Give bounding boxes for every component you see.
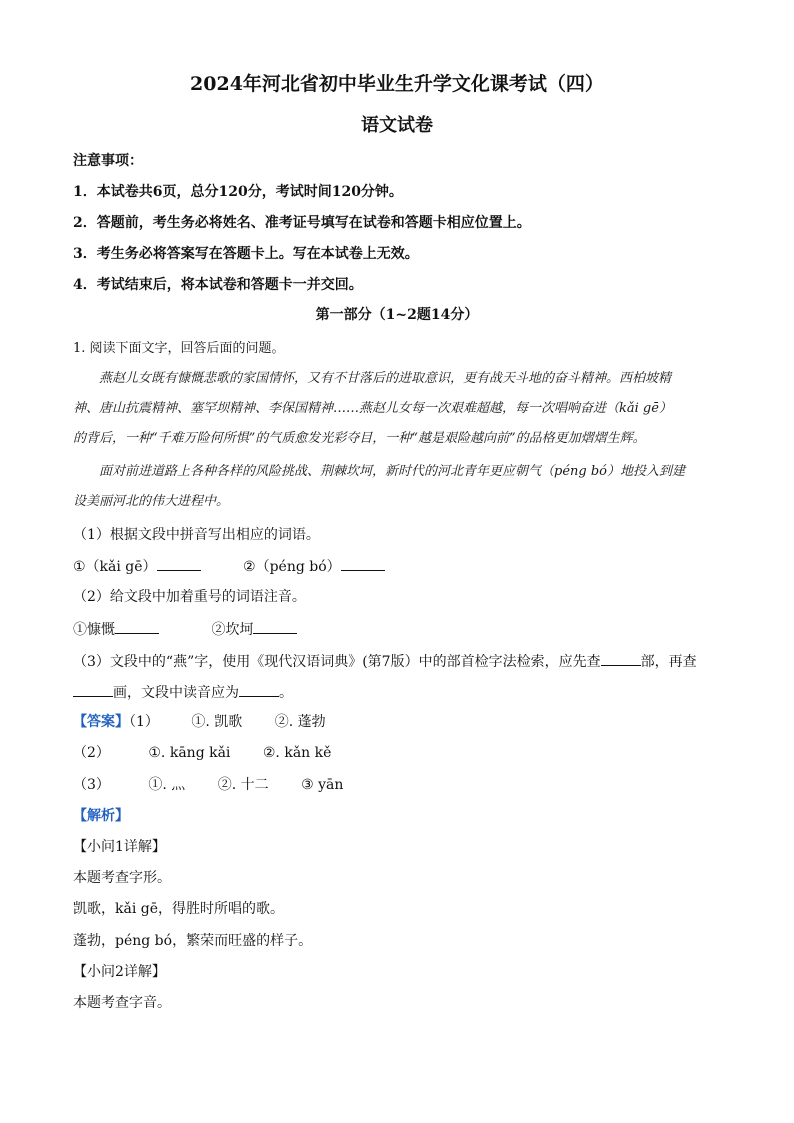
answer-row-2 (73, 744, 331, 762)
analysis-line: 凯歌，kǎi gē，得胜时所唱的歌。 (73, 901, 285, 917)
sub-question-3 (73, 651, 697, 671)
analysis-label: 【解析】 (73, 808, 129, 824)
note-item: 3．考生务必将答案写在答题卡上。写在本试卷上无效。 (73, 246, 419, 262)
analysis-line: 本题考查字形。 (73, 870, 171, 886)
answer-num: ③ (301, 777, 314, 793)
answer-blank[interactable] (239, 682, 279, 697)
answer-num: ①. (148, 745, 166, 761)
answer-text: kǎn kě (284, 745, 332, 761)
answer-text: yān (318, 777, 344, 793)
answer-label: 【答案】 (73, 714, 129, 730)
blank-label: ①（kǎi gē） (73, 559, 157, 575)
exam-subtitle: 语文试卷 (361, 115, 433, 136)
blank-label: ②坎坷 (211, 622, 254, 638)
passage-line: 燕赵儿女既有慷慨悲歌的家国情怀，又有不甘落后的进取意识，更有战天斗地的奋斗精神。西柏坡精 (99, 371, 672, 386)
answer-row-3 (73, 776, 343, 794)
answer-blank[interactable] (601, 651, 641, 666)
sub-analysis-heading: 【小问2详解】 (73, 964, 166, 980)
answer-num: ②. (217, 777, 237, 793)
answer-text: 灬 (171, 777, 186, 793)
passage-line: 面对前进道路上各种各样的风险挑战、荆棘坎坷，新时代的河北青年更应朝气（péng bó）地投入到建 (99, 464, 685, 479)
sub-question-2: （2）给文段中加着重号的词语注音。 (73, 589, 306, 605)
answer-text: 蓬勃 (297, 714, 326, 730)
passage-line: 设美丽河北的伟大进程中。 (73, 494, 230, 509)
note-item: 4．考试结束后，将本试卷和答题卡一并交回。 (73, 277, 363, 293)
answer-blank[interactable] (115, 619, 159, 634)
sub-question-3-text: 。 (279, 685, 293, 701)
sub-question-1-blanks (73, 556, 385, 576)
sub-question-1: （1）根据文段中拼音写出相应的词语。 (73, 527, 320, 543)
answer-prefix: （2） (73, 745, 110, 761)
answer-text: 十二 (240, 777, 269, 793)
answer-blank[interactable] (253, 619, 297, 634)
answer-row-1 (73, 713, 326, 731)
answer-blank[interactable] (157, 556, 201, 571)
note-item: 2．答题前，考生务必将姓名、准考证号填写在试卷和答题卡相应位置上。 (73, 215, 531, 231)
answer-num: ①. (191, 714, 210, 730)
part-heading: 第一部分（1~2题14分） (315, 307, 479, 323)
sub-question-3-text: 画，文段中读音应为 (113, 685, 239, 701)
sub-question-3-text: （3）文段中的“燕”字，使用《现代汉语词典》(第7版）中的部首检字法检索，应先查 (73, 654, 601, 670)
notes-heading: 注意事项： (73, 153, 143, 169)
answer-num: ②. (274, 714, 294, 730)
answer-blank[interactable] (73, 682, 113, 697)
exam-title: 2024年河北省初中毕业生升学文化课考试（四） (190, 73, 604, 95)
sub-question-3-cont (73, 682, 293, 702)
sub-analysis-heading: 【小问1详解】 (73, 839, 166, 855)
question-stem: 1. 阅读下面文字，回答后面的问题。 (73, 341, 285, 356)
analysis-line: 蓬勃，péng bó，繁荣而旺盛的样子。 (73, 933, 313, 949)
analysis-line: 本题考查字音。 (73, 995, 171, 1011)
sub-question-3-text: 部，再查 (640, 654, 697, 670)
answer-prefix: （1） (129, 714, 159, 730)
answer-text: 凯歌 (214, 714, 243, 730)
answer-prefix: （3） (73, 777, 110, 793)
passage-line: 神、唐山抗震精神、塞罕坝精神、李保国精神……燕赵儿女每一次艰难超越，每一次唱响奋进（kǎi gē） (73, 401, 672, 416)
answer-num: ②. (262, 745, 280, 761)
passage-line: 的背后，一种“千难万险何所惧”的气质愈发光彩夺目，一种“越是艰险越向前”的品格更加熠熠生辉。 (73, 431, 646, 446)
sub-question-2-blanks (73, 619, 297, 639)
blank-label: ①慷慨 (73, 622, 115, 638)
answer-text: kāng kǎi (169, 745, 231, 761)
blank-label: ②（péng bó） (243, 559, 341, 575)
note-item: 1．本试卷共6页，总分120分，考试时间120分钟。 (73, 184, 403, 200)
answer-num: ①. (148, 777, 167, 793)
answer-blank[interactable] (341, 556, 385, 571)
